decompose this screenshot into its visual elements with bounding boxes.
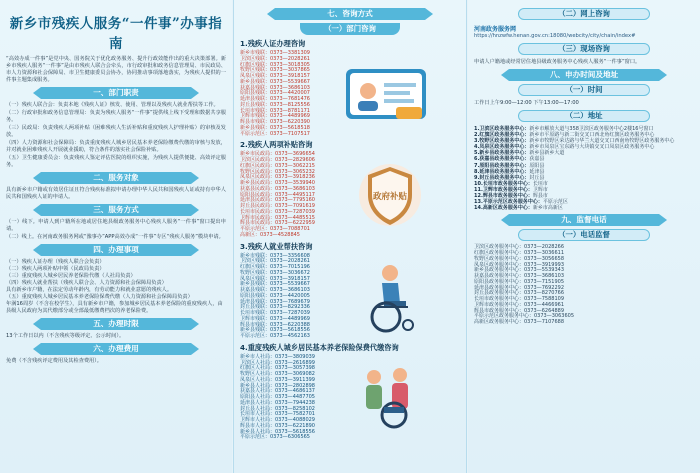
item-entry: 具有新乡市户籍，在法定劳动年龄内，有劳动能力和就业意愿的残疾人。: [6, 287, 173, 293]
phone-item: 牧野区民政局：0373—3065232: [240, 168, 315, 175]
address-item: 5.新乡县政务服务中心：新乡县新乡大道: [474, 150, 565, 157]
phone-item: 红旗区残联：0373—3018305: [240, 61, 310, 68]
item-entry: （二）残疾人两项补贴申领（民政局负责）: [6, 266, 105, 272]
phone-item: 卫辉市民政局：0373—4485515: [240, 214, 315, 221]
phone-item: 原阳县残联：0373—4420005: [240, 292, 310, 299]
phone-item: 平原示范区：0373—6306565: [240, 434, 310, 441]
phone-item: 牧野区残联：0373—3037865: [240, 67, 310, 74]
phone-item: 卫辉市政务服务中心：0373—4466961: [474, 301, 564, 308]
phone-item: 高新区：0373—4528845: [240, 231, 300, 238]
intro-text: “高效办成一件事”是党中央、国务院关于优化政务服务、提升行政效能作出的重大决策部署。新乡市残疾人服务“一件事”是由市残疾人联合会牵头，市行政审批和政务信息管理局、市民政局、市人力资源和社会保障局、市卫生健康委员会协办，协同推动事项落地落实，为残疾人提供的一件事主题集成服务。: [6, 56, 226, 83]
wheelchair-user-icon: [350, 257, 424, 337]
sub-time: （一）时间: [518, 84, 650, 96]
phone-item: 长垣市政务服务中心：0373—7588109: [474, 296, 564, 303]
phone-item: 卫滨区政务服务中心：0373—2028266: [474, 244, 564, 251]
method-item: （二）线上。在河南政务服务网或“豫事办”APP高效办成“一件事”专区“残疾人服务”模块申请。: [6, 234, 224, 240]
phone-list-4: [240, 355, 315, 441]
phone-item: 卫滨区民政局：0373—2829606: [240, 157, 315, 163]
address-item: 7.原阳县政务服务中心：原阳县: [474, 162, 545, 169]
sub-online-consult: （二）网上咨询: [518, 8, 650, 20]
section-duties: 一、部门职责: [41, 87, 191, 99]
duty-item: （一）残疾人联合会：负责本地《残疾人证》核发、使用、管理以及残疾人就业帮扶等工作。: [6, 102, 219, 108]
page-title: 新乡市残疾人服务“一件事”办事指南: [9, 16, 223, 52]
phone-item: 原阳县残联：0373—4420007: [240, 90, 310, 97]
section-supervision: 九、监督电话: [509, 214, 659, 226]
address-item: 3.牧野区政务服务中心：新乡市牧野区荣达路与华兰大道交叉口西南角牧野区政务服务中心: [474, 138, 675, 145]
phone-item: 延津县政务服务中心：0373—7692292: [474, 284, 564, 291]
phone-block-1: [240, 51, 460, 137]
item-entry: （五）重度残疾人城乡居民基本养老保险保费代缴（人力资源和社会保障局负责）: [6, 294, 193, 300]
item-entry: 年满16周岁（不含在校学生），具有新乡市户籍，参加城乡居民基本养老保险的重度残疾人，由县级人民政府为其代缴部分或全部最低缴费档次的养老保险费。: [6, 301, 223, 314]
phone-item: 原阳县人社局：0373—4487705: [240, 394, 315, 400]
cat-pension: 4.重度残疾人城乡居民基本养老保险保费代缴咨询: [240, 342, 399, 352]
phone-item: 封丘县政务服务中心：0373—8270766: [474, 290, 564, 297]
cat-employment: 3.残疾人就业帮扶咨询: [240, 241, 313, 251]
phone-item: 凤泉区政务服务中心：0373—3919993: [474, 261, 564, 268]
phone-item: 封丘县残联：0373—8292336: [240, 304, 310, 311]
phone-item: 高新区政务服务中心：0373—7107688: [474, 319, 564, 326]
section-items: 四、办理事项: [41, 244, 191, 256]
phone-item: 平原示范区：0373—7107517: [240, 130, 310, 137]
phone-item: 平原示范区：0373—7088701: [240, 226, 310, 232]
duty-item: （三）民政局：负责残疾人两项补贴（困难残疾人生活补贴和重度残疾人护理补贴）的审核及发放。: [6, 125, 226, 138]
phone-item: 新乡县人社局：0373—5618556: [240, 428, 315, 435]
phone-item: 原阳县民政局：0373—4495117: [240, 191, 315, 198]
family-icon: [350, 357, 430, 439]
phone-item: 获嘉县残联：0373—3686103: [240, 84, 310, 91]
sub-dept-consult: （一）部门咨询: [300, 23, 400, 35]
phone-item: 封丘县残联：0373—8125556: [240, 101, 310, 108]
address-item: 2.红旗区政务服务中心：新乡市平原路与新二街交叉口西北角红旗区政务服务中心: [474, 132, 655, 139]
phone-item: 红旗区民政局：0373—3062215: [240, 162, 315, 169]
duties-list: [6, 102, 226, 169]
phone-item: 卫滨区残联：0373—2028261: [240, 258, 310, 265]
subsidy-illustration: [319, 152, 460, 238]
phone-list-2: [240, 152, 315, 238]
section-fee: 六、办理费用: [41, 343, 191, 355]
address-item: 8.延津县政务服务中心：延津县: [474, 168, 545, 175]
phone-item: 辉县市民政局：0373—6222959: [240, 220, 315, 227]
cat-certificate: 1.残疾人证办理咨询: [240, 39, 306, 48]
phone-item: 新乡市民政局：0373—3696654: [240, 151, 315, 158]
phone-item: 红旗区政务服务中心：0373—3036611: [474, 250, 564, 257]
address-item: 6.获嘉县政务服务中心：获嘉县: [474, 156, 545, 163]
target-text: 具有新乡市户籍或有效居住证且符合残疾标准拟申请办理中华人民共和国残疾人证或持有中华人民共和国残疾人证的申请人。: [6, 187, 226, 200]
phone-item: 辉县市残联：0373—6220388: [240, 321, 310, 328]
sub-onsite-consult: （三）现场咨询: [518, 43, 650, 55]
phone-block-3: [240, 254, 460, 340]
phone-item: 延津县残联：0373—7681476: [240, 96, 310, 102]
phone-item: 卫辉市残联：0373—4489969: [240, 315, 310, 322]
phone-item: 凤泉区残联：0373—3918157: [240, 73, 310, 79]
cat-subsidy: 2.残疾人两项补贴咨询: [240, 140, 313, 150]
phone-item: 红旗区残联：0373—7015196: [240, 264, 310, 270]
address-item: 12.辉县市政务服务中心：辉县市: [474, 193, 548, 200]
phone-item: 牧野区政务服务中心：0373—3056658: [474, 255, 564, 262]
phone-item: 封丘县民政局：0373—7091619: [240, 203, 315, 209]
phone-item: 长垣市残联：0373—8781171: [240, 107, 310, 114]
duty-item: （二）行政审批和政务信息管理局：负责为残疾人服务“一件事”提供线上线下受理和数据共享服务。: [6, 110, 226, 123]
method-item: （一）线下。申请人到户籍所在地或居住地县级政务服务中心残疾人服务“一件事”窗口提出申请。: [6, 219, 226, 232]
sub-address: （二）地址: [518, 110, 650, 122]
phone-item: 延津县人社局：0373—7944238: [240, 399, 315, 406]
online-portal-name: 河南政务服务网: [474, 26, 517, 33]
phone-item: 卫滨区人社局：0373—2616899: [240, 359, 315, 366]
section-consult: 七、咨询方式: [275, 8, 425, 20]
phone-item: 凤泉区民政局：0373—3918236: [240, 174, 315, 181]
pension-illustration: [319, 355, 460, 441]
badge-text: 政府补贴: [372, 192, 407, 203]
phone-item: 长垣市残联：0373—7287039: [240, 310, 310, 316]
phone-item: 辉县市残联：0373—6220390: [240, 119, 310, 125]
phone-item: 获嘉县人社局：0373—4686137: [240, 388, 315, 395]
panel-left: [0, 0, 232, 473]
phone-item: 辉县市政务服务中心：0373—6264889: [474, 307, 564, 314]
panel-right: [468, 0, 700, 473]
id-card-illustration: [314, 51, 460, 137]
phone-block-2: [240, 152, 460, 238]
duty-item: （五）卫生健康委员会：负责残疾人鉴定评估医院的组织实施，为残疾人提供便捷、高效评定服务。: [6, 155, 226, 168]
phone-item: 长垣市人社局：0373—7582701: [240, 411, 315, 418]
item-entry: （一）残疾人证办理（残疾人联合会负责）: [6, 259, 105, 265]
phone-item: 红旗区人社局：0373—3057398: [240, 365, 315, 372]
phone-item: 延津县残联：0373—7689679: [240, 298, 310, 305]
phone-list-3: [240, 254, 310, 340]
phone-item: 获嘉县残联：0373—3686103: [240, 287, 310, 293]
item-entry: （四）残疾人就业帮扶（残疾人联合会、人力资源和社会保障局负责）: [6, 280, 167, 286]
phone-item: 牧野区人社局：0373—3069082: [240, 371, 315, 377]
time-text: 工作日上午9:00—12:00 下午13:00—17:00: [474, 100, 579, 106]
id-card-icon: [338, 59, 436, 129]
section-time-address: 八、申办时间及地址: [509, 69, 659, 81]
gov-subsidy-badge-icon: [355, 157, 425, 233]
section-time-limit: 五、办理时限: [41, 318, 191, 330]
phone-item: 牧野区残联：0373—3036672: [240, 269, 310, 276]
phone-item: 新乡县民政局：0373—3539940: [240, 180, 315, 186]
phone-item: 新乡县政务服务中心：0373—5539343: [474, 267, 564, 274]
phone-item: 新乡县残联：0373—5539667: [240, 281, 310, 288]
phone-item: 获嘉县政务服务中心：0373—3686103: [474, 273, 564, 280]
address-item: 13.平原示范区政务服务中心：平原示范区: [474, 199, 568, 206]
item-entry: （三）重度残疾人城乡居民养老保险代缴（人社局负责）: [6, 273, 136, 279]
duty-item: （四）人力资源和社会保障局：负责重度残疾人城乡居民基本养老保险缴费代缴的审核与发放，并对就业困难残疾人开展就业援助，符合条件的落实社会保险补贴。: [6, 140, 226, 153]
phone-item: 长垣市民政局：0373—7287039: [240, 208, 315, 215]
phone-item: 卫辉市残联：0373—4489969: [240, 113, 310, 120]
phone-item: 新乡县残联：0373—5618518: [240, 124, 310, 131]
phone-item: 原阳县政务服务中心：0373—7151905: [474, 278, 564, 285]
time-limit-text: 13个工作日以内（不含残疾等级评定、公示时间）。: [6, 333, 125, 339]
phone-item: 新乡县残联：0373—5539667: [240, 78, 310, 85]
phone-item: 新乡县残联：0373—5618556: [240, 327, 310, 334]
address-item: 10.长垣市政务服务中心：长垣市: [474, 180, 548, 187]
phone-item: 卫滨区残联：0373—2028261: [240, 55, 310, 62]
phone-item: 新乡市人社局：0373—3809039: [240, 353, 315, 360]
phone-item: 获嘉县民政局：0373—3686103: [240, 185, 315, 192]
phone-item: 凤泉区人社局：0373—3911399: [240, 376, 315, 383]
phone-item: 新乡县人社局：0373—2802898: [240, 382, 315, 389]
address-item: 9.封丘县政务服务中心：封丘县: [474, 174, 545, 181]
section-method: 三、服务方式: [41, 204, 191, 216]
address-item: 4.凤泉区政务服务中心：新乡市凤泉区宝东路与大块镇交叉口凤泉区政务服务中心: [474, 144, 655, 151]
supervision-phone-list: [474, 245, 694, 326]
phone-item: 平原示范区政务服务中心：0373—3063605: [474, 313, 574, 320]
phone-item: 凤泉区残联：0373—3918157: [240, 275, 310, 282]
phone-item: 延津县民政局：0373—7795160: [240, 197, 315, 204]
phone-item: 新乡市残联：0373—3381309: [240, 50, 310, 56]
online-portal-link[interactable]: https://hnzwfw.henan.gov.cn:18080/webcity/city/chain/index#: [474, 33, 636, 39]
address-item: 14.高新区政务服务中心：新乡市高新区: [474, 205, 563, 212]
section-target: 二、服务对象: [41, 172, 191, 184]
phone-item: 卫辉市人社局：0373—4088029: [240, 417, 315, 423]
phone-list-1: [240, 51, 310, 137]
address-list: [474, 126, 694, 211]
phone-item: 平原示范区：0373—4562163: [240, 333, 310, 339]
wheelchair-illustration: [314, 254, 460, 340]
phone-item: 新乡市残联：0373—3356608: [240, 252, 310, 259]
address-item: 11.卫辉市政务服务中心：卫辉市: [474, 186, 548, 193]
phone-item: 辉县市人社局：0373—6221890: [240, 422, 315, 429]
fee-text: 免费（不含残疾评定费用及其检查费用）。: [6, 358, 102, 364]
onsite-text: 申请人户籍地或经常居住地县级政务服务中心残疾人服务“一件事”窗口。: [474, 59, 641, 65]
sub-phone-supervision: （一）电话监督: [518, 229, 650, 241]
phone-block-4: [240, 355, 460, 441]
phone-item: 封丘县人社局：0373—8258102: [240, 405, 315, 412]
panel-middle: [233, 0, 467, 473]
address-item: 1.卫滨区政务服务中心：新乡市解放大道与358卫滨区政务服务中心2楼16号窗口: [474, 126, 654, 132]
